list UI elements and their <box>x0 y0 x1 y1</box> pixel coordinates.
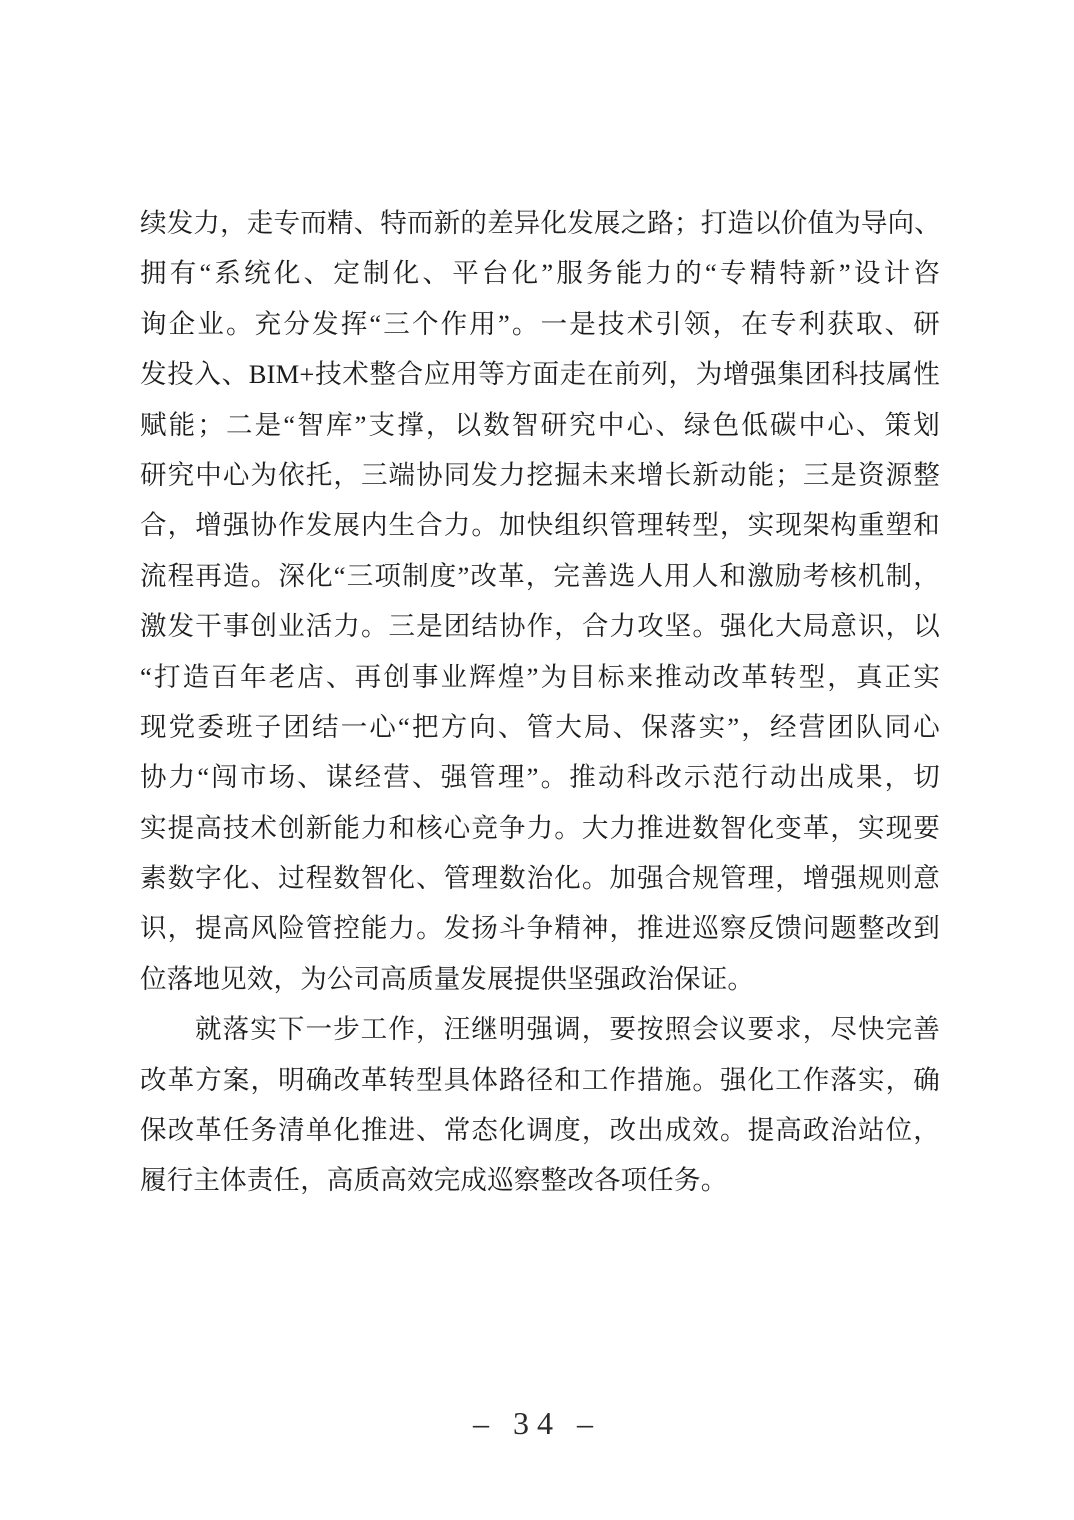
text-line: 激发干事创业活力。三是团结协作，合力攻坚。强化大局意识，以 <box>140 611 940 642</box>
text-line: 改革方案，明确改革转型具体路径和工作措施。强化工作落实，确 <box>140 1064 940 1095</box>
text-line: 素数字化、过程数智化、管理数治化。加强合规管理，增强规则意 <box>140 863 940 894</box>
text-line: 研究中心为依托，三端协同发力挖掘未来增长新动能；三是资源整 <box>140 459 940 490</box>
text-line-paragraph-end: 位落地见效，为公司高质量发展提供坚强政治保证。 <box>140 963 755 994</box>
text-line: 现党委班子团结一心“把方向、管大局、保落实”，经营团队同心 <box>140 711 940 742</box>
text-line-paragraph-start: 就落实下一步工作，汪继明强调，要按照会议要求，尽快完善 <box>195 1014 940 1045</box>
text-line: “打造百年老店、再创事业辉煌”为目标来推动改革转型，真正实 <box>140 661 940 692</box>
text-line: 询企业。充分发挥“三个作用”。一是技术引领，在专利获取、研 <box>140 308 940 339</box>
document-body <box>140 198 940 1206</box>
text-line: 续发力，走专而精、特而新的差异化发展之路；打造以价值为导向、 <box>140 208 941 238</box>
text-line: 合，增强协作发展内生合力。加快组织管理转型，实现架构重塑和 <box>140 510 940 541</box>
text-line: 识，提高风险管控能力。发扬斗争精神，推进巡察反馈问题整改到 <box>140 913 940 944</box>
page-number: – 34 – <box>473 1405 601 1441</box>
text-line: 实提高技术创新能力和核心竞争力。大力推进数智化变革，实现要 <box>140 812 940 843</box>
text-line: 协力“闯市场、谋经营、强管理”。推动科改示范行动出成果，切 <box>140 762 940 793</box>
text-line: 赋能；二是“智库”支撑，以数智研究中心、绿色低碳中心、策划 <box>140 409 940 440</box>
text-line: 拥有“系统化、定制化、平台化”服务能力的“专精特新”设计咨 <box>140 258 940 289</box>
text-line: 发投入、BIM+技术整合应用等方面走在前列，为增强集团科技属性 <box>140 359 940 390</box>
text-line: 保改革任务清单化推进、常态化调度，改出成效。提高政治站位， <box>140 1115 940 1146</box>
text-line-paragraph-end: 履行主体责任，高质高效完成巡察整改各项任务。 <box>140 1165 728 1196</box>
text-line: 流程再造。深化“三项制度”改革，完善选人用人和激励考核机制， <box>140 560 940 591</box>
